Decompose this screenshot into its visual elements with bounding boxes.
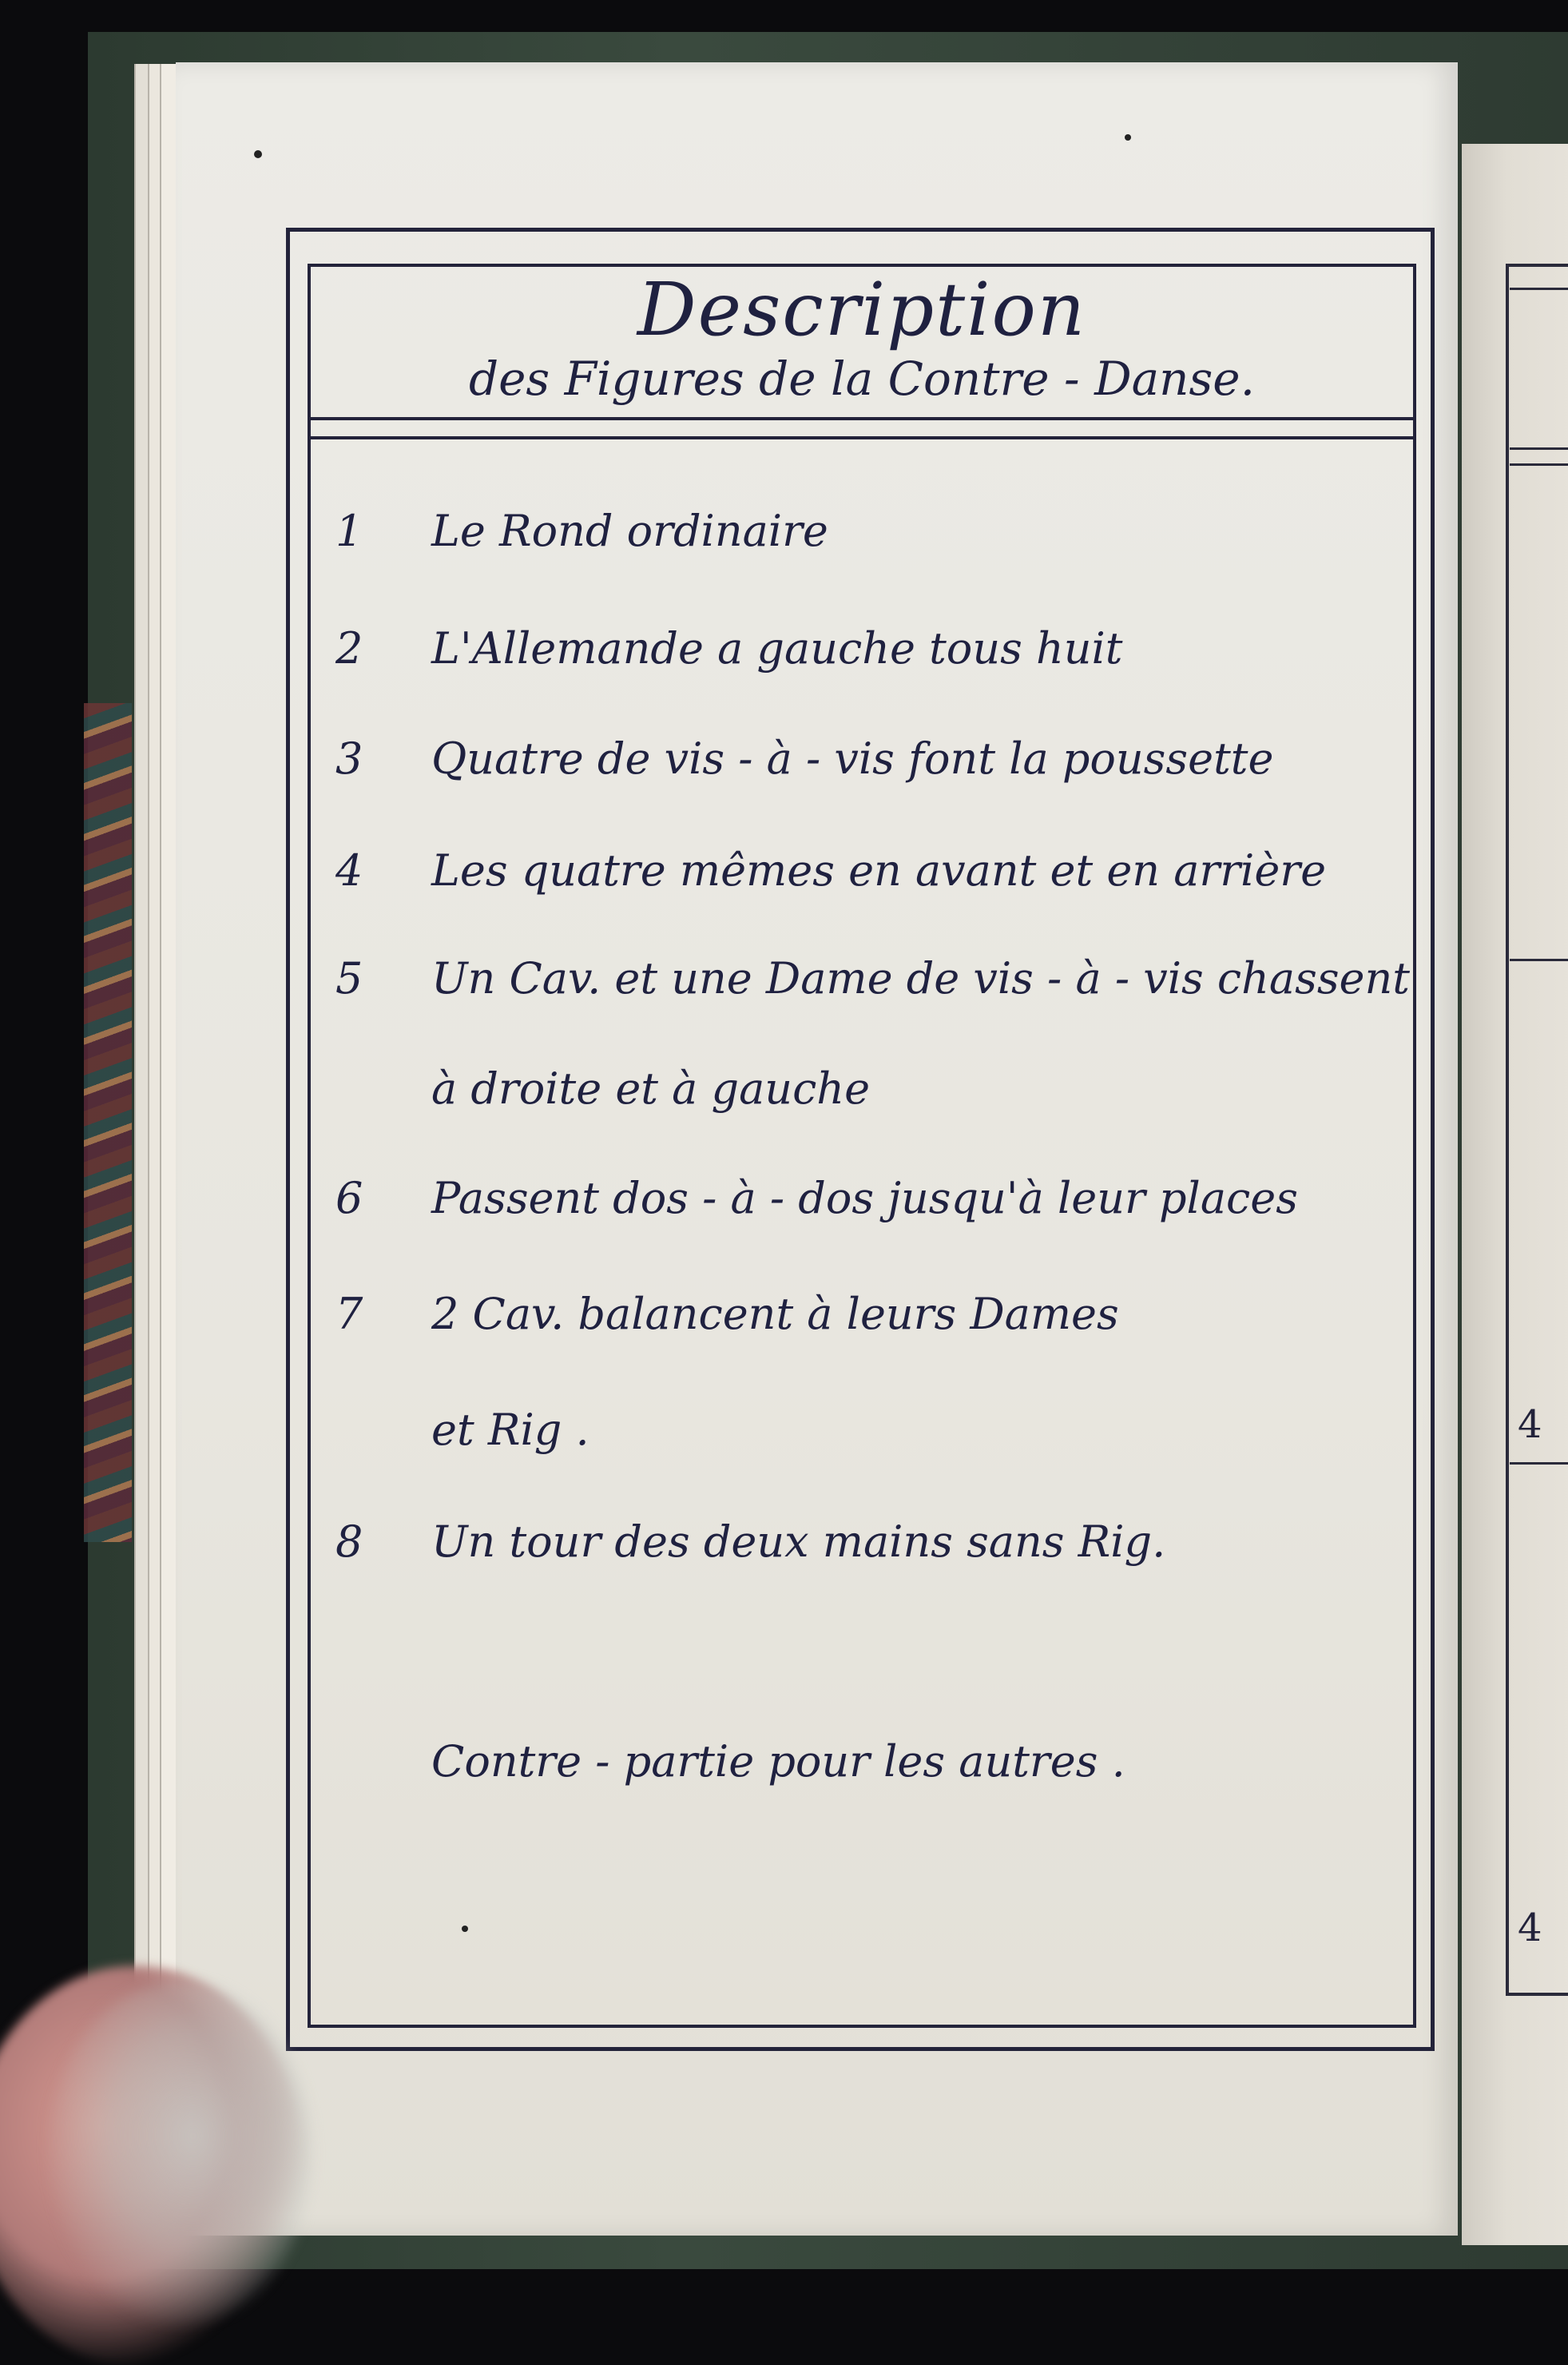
facing-page-number: 4 [1518,1402,1542,1447]
figure-number: 5 [335,953,363,1004]
figure-line [335,723,1406,795]
figure-text: à droite et à gauche [431,1063,871,1114]
figure-line [335,495,1406,567]
figure-number: 4 [335,845,363,896]
figure-text: L'Allemande a gauche tous huit [431,623,1123,674]
figure-text: et Rig . [431,1405,589,1455]
figure-text: Quatre de vis - à - vis font la poussette [431,733,1274,784]
figure-line [335,1278,1406,1350]
footer-note: Contre - partie pour les autres . [431,1736,1125,1787]
figure-number: 6 [335,1173,363,1223]
header-rule [308,436,1416,439]
figure-text: Passent dos - à - dos jusqu'à leur places [431,1173,1298,1223]
figure-line [335,613,1406,685]
facing-page-rule [1510,447,1568,450]
facing-page-rule [1510,1462,1568,1465]
figure-number: 3 [335,733,363,784]
figure-number: 1 [335,506,363,556]
figure-text: 2 Cav. balancent à leurs Dames [431,1289,1119,1339]
figure-line [335,835,1406,907]
figure-number: 7 [335,1289,363,1339]
figure-text: Le Rond ordinaire [431,506,828,556]
ink-speck [254,150,262,158]
figure-text: Les quatre mêmes en avant et en arrière [431,845,1327,896]
header-rule [308,417,1416,420]
thumb-blur [48,1981,312,2325]
facing-page-number: 4 [1518,1906,1542,1950]
page-title: Description [637,267,1087,352]
figure-line [335,943,1410,1015]
facing-page-frame [1506,264,1568,1996]
figure-line [335,1394,1406,1466]
figure-number: 8 [335,1516,363,1567]
facing-page-rule [1510,463,1568,466]
facing-page-rule [1510,288,1568,290]
ink-speck [1125,134,1131,141]
figure-line [335,1053,1406,1125]
figure-number: 2 [335,623,363,674]
figure-text: Un tour des deux mains sans Rig. [431,1516,1166,1567]
facing-page-rule [1510,959,1568,961]
figure-line [335,1506,1406,1578]
figure-text: Un Cav. et une Dame de vis - à - vis chassent [431,953,1410,1004]
page-subtitle: des Figures de la Contre - Danse. [468,352,1256,406]
figure-line [335,1163,1406,1234]
marbled-endpaper [84,703,132,1542]
